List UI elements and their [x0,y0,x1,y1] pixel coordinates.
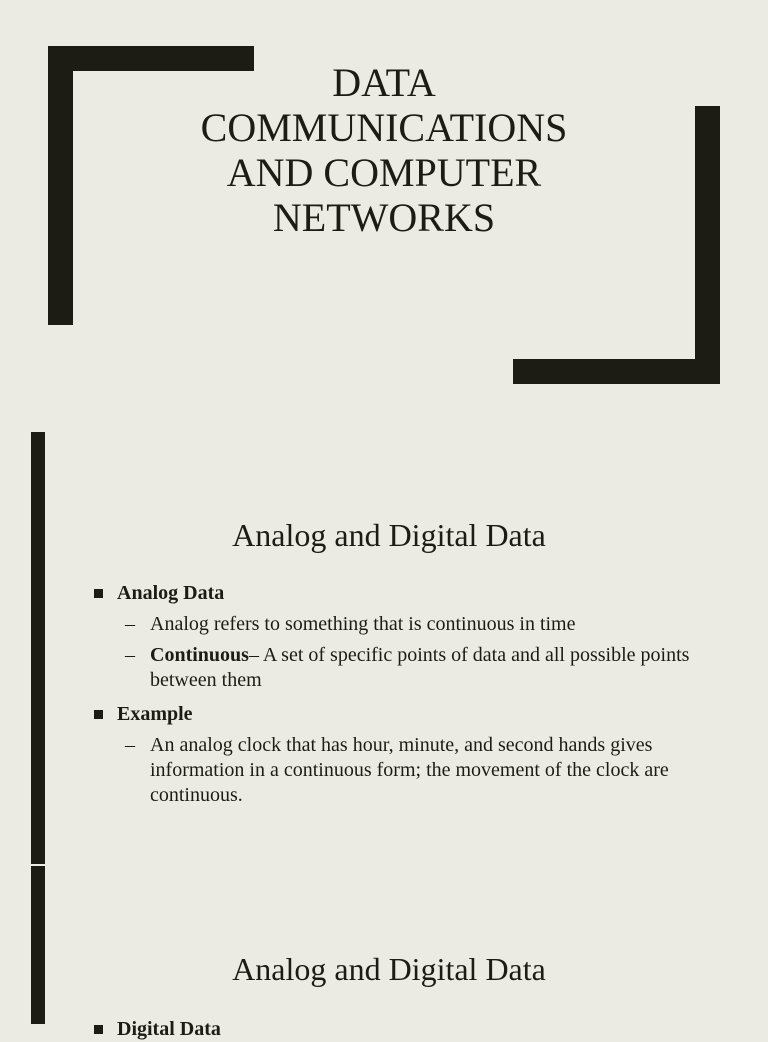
content-slide [0,866,768,1040]
title-line: DATA [332,60,436,105]
left-accent-bar [31,432,45,864]
content-slide [0,432,768,864]
title-line: AND COMPUTER [226,150,542,195]
sub-bullet-text: – A set of specific points of data and all possible points between them [150,644,690,691]
corner-bracket-bottom-right-horizontal [513,359,720,384]
slide-title [150,60,618,240]
slide-heading: Analog and Digital Data [232,517,546,553]
title-slide [0,0,768,432]
square-bullet-icon [94,710,103,719]
sub-bullet-text: Analog refers to something that is continuous in time [150,613,576,635]
bullet-text: Analog Data [117,582,225,604]
bullet-item [92,1016,692,1042]
sub-bullet-item [92,733,692,808]
bullet-text: Example [117,703,193,725]
dash-bullet: – [125,613,135,635]
bullet-item [92,701,692,727]
slide-heading: Analog and Digital Data [232,951,546,987]
term-bold: Continuous [150,644,249,666]
bullet-text: Digital Data [117,1018,221,1040]
bullet-item [92,580,692,606]
dash-bullet: – [125,734,135,756]
square-bullet-icon [94,1025,103,1034]
left-accent-bar [31,866,45,1024]
sub-bullet-item [92,643,692,693]
title-line: COMMUNICATIONS [200,105,568,150]
title-line: NETWORKS [272,195,496,240]
bullet-list [92,1016,692,1042]
corner-bracket-top-left-vertical [48,46,73,325]
bullet-list [92,580,692,808]
corner-bracket-bottom-right-vertical [695,106,720,384]
dash-bullet: – [125,644,135,666]
square-bullet-icon [94,589,103,598]
sub-bullet-item [92,612,692,637]
sub-bullet-text: An analog clock that has hour, minute, and second hands gives information in a continuous form; the movement of the clock are continuous. [150,734,669,806]
